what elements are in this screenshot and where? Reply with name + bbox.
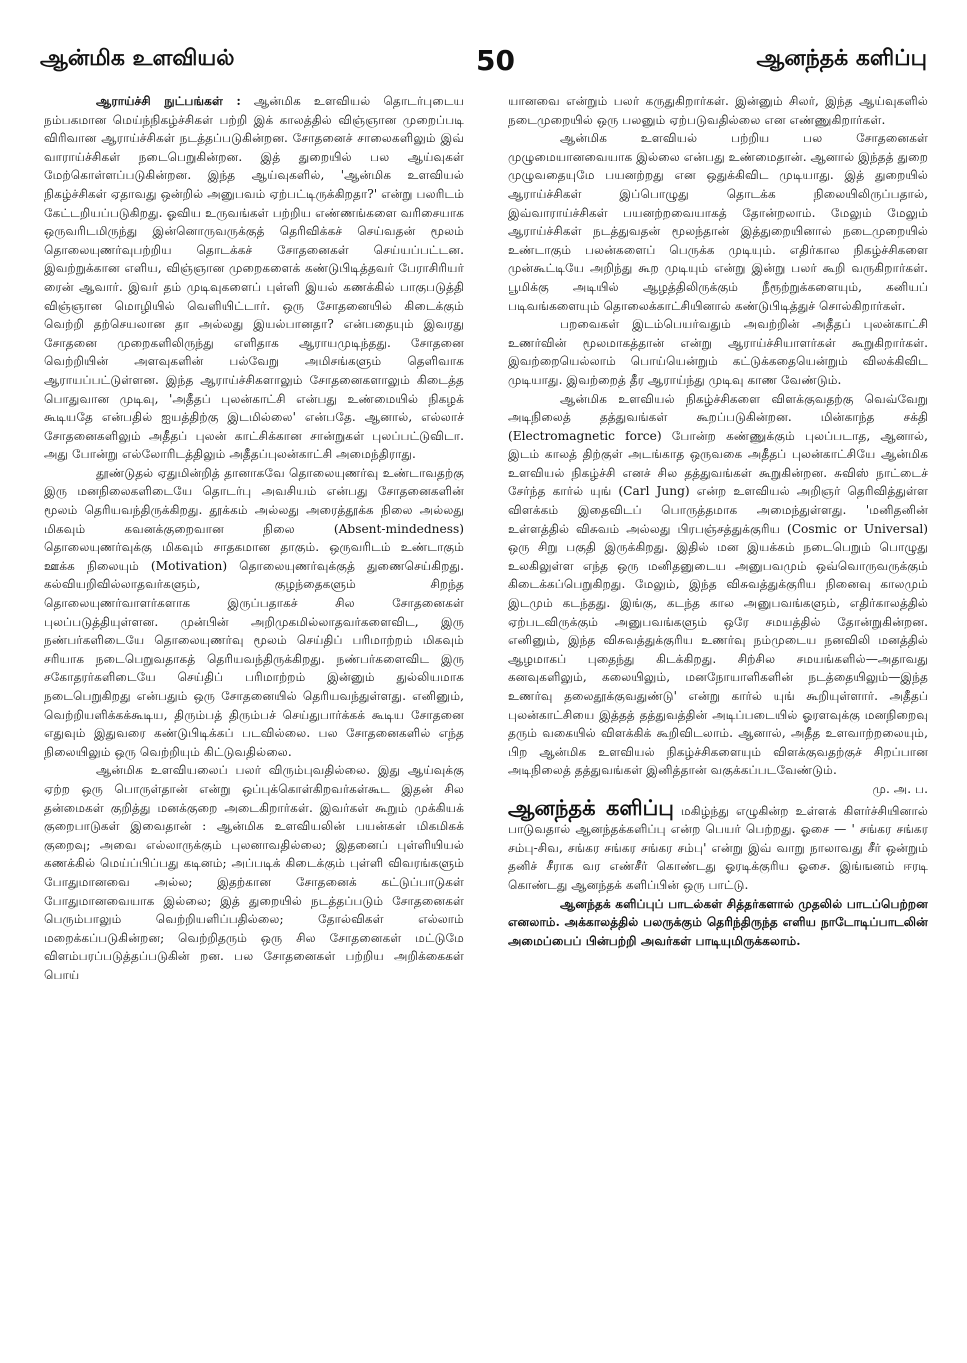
left-column: [44, 92, 464, 1342]
section-lead-heading: ஆராய்ச்சி நுட்பங்கள் :: [96, 94, 241, 108]
paragraph-siddhars: ஆனந்தக் களிப்புப் பாடல்கள் சித்தர்களால் முதலில் பாடப்பெற்றன எனலாம். அக்காலத்தில் பலருக்கும் தெரிந்திருந்த எளிய நாடோடிப்பாடலின் அமைப்பைப் பின்பற்றி அவர்கள் பாடியுமிருக்கலாம்.: [508, 896, 928, 948]
paragraph-continuation: யானவை என்றும் பலர் கருதுகிறார்கள். இன்னும் சிலர், இந்த ஆய்வுகளில் நடைமுறையில் ஒரு பலனும் ஏற்படுவதில்லை என எண்ணுகிறார்கள்.: [508, 94, 928, 127]
paragraph-text: ஆன்மிக உளவியல் தொடர்புடைய நம்பகமான மெய்ந்நிகழ்ச்சிகள் பற்றி இக் காலத்தில் விஞ்ஞான முறைப்படி விரிவான ஆராய்ச்சிகள் நடத்தப்படுகின்றன. சோதனைச் சாலைகளிலும் இவ் வாராய்ச்சிகள் நடைபெறுகின்றன. இத் துறையில் பல ஆய்வுகள் மேற்கொள்ளப்படுகின்றன. இந்த ஆய்வுகளில், 'ஆன்மிக உளவியல் நிகழ்ச்சிகள் ஏதாவது ஒன்றில் அனுபவம் ஏற்பட்டிருக்கிறதா?' என்று பலரிடம் கேட்டறியப்படுகிறது. ஓவிய உருவங்கள் பற்றிய எண்ணங்களை வரிசையாக ஒருவரிடமிருந்து இன்னொருவருக்குத் தெரிவிக்கச் செய்வதன் மூலம் தொலையுணர்வுபற்றிய தொடக்கச் சோதனைகள் செய்யப்பட்டன. இவற்றுக்கான எளிய, விஞ்ஞான முறைகளைக் கண்டுபிடித்தவர் பேராசிரியர் ரைன் ஆவார். இவர் தம் முடிவுகளைப் புள்ளி இயல் கணக்கில் பாகுபடுத்தி விஞ்ஞான மொழியில் வெளியிட்டார். ஒரு சோதனையில் கிடைக்கும் வெற்றி தற்செயலான தா அல்லது இயல்பானதா? என்பதையும் இவரது சோதனை முறைகளிலிருந்து எளிதாக ஆராயமுடிந்தது. சோதனை வெற்றியின் அளவுகளின் பல்வேறு அமிசங்களும் தெளிவாக ஆராயப்பட்டுள்ளன. இந்த ஆராய்ச்சிகளாலும் சோதனைகளாலும் கிடைத்த பொதுவான முடிவு, 'அதீதப் புலன்காட்சி என்பது உண்மையில் நிகழக் கூடியதே என்பதில் ஐயத்திற்கு இடமில்லை' என்பதே. ஆனால், எல்லாச் சோதனைகளிலும் அதீதப் புலன் காட்சிக்கான சான்றுகள் புலப்பட்டுவிடா. அது போன்று எல்லோரிடத்திலும் அதீதப்புலன்காட்சி அமைந்திராது.: [44, 94, 464, 462]
paragraph-theories: ஆன்மிக உளவியல் நிகழ்ச்சிகளை விளக்குவதற்கு வெவ்வேறு அடிநிலைத் தத்துவங்கள் கூறப்படுகின்றன. மின்காந்த சக்தி (Electromagnetic force) போன்ற கண்ணுக்கும் புலப்படாத, ஆனால், இடம் காலத் திற்குள் அடங்காத ஒருவகை அதீதப் புலன்காட்சியே ஆன்மிக உளவியல் நிகழ்ச்சி எனச் சில தத்துவங்கள் கூறுகின்றன. சுவிஸ் நாட்டைச் சேர்ந்த கார்ல் யுங் (Carl Jung) என்ற உளவியல் அறிஞர் தெரிவித்துள்ள விளக்கம் இதைவிடப் பொருத்தமாக அமைந்துள்ளது. 'மனிதனின் உள்ளத்தில் விசுவம் அல்லது பிரபஞ்சத்துக்குரிய (Cosmic or Universal) ஒரு சிறு பகுதி இருக்கிறது. இதில் மன இயக்கம் நடைபெறும் பொழுது உலகிலுள்ள எந்த ஒரு மனிதனுடைய அனுபவமும் ஒவ்வொருவருக்கும் கிடைக்கப்பெறுகிறது. மேலும், இந்த விசுவத்துக்குரிய நினைவு காலமும் இடமும் கடந்தது. இங்கு, கடந்த கால அனுபவங்களும், எதிர்காலத்தில் ஏற்படவிருக்கும் அனுபவங்களும் ஒரே சமயத்தில் தோன்றுகின்றன. எனினும், இந்த விசுவத்துக்குரிய உணர்வு நம்முடைய நனவிலி மனத்தில் ஆழமாகப் புதைந்து கிடக்கிறது. சிற்சில சமயங்களில்—அதாவது கனவுகளிலும், கலையிலும், மனநோயாளிகளின் நடத்தையிலும்—இந்த உணர்வு தலைதூக்குவதுண்டு' என்று கார்ல் யுங் கூறியுள்ளார். அதீதப் புலன்காட்சியை இத்தத் தத்துவத்தின் அடிப்படையில் ஓரளவுக்கு மனநிறைவு தரும் வகையில் விளக்கிக் கூறிவிடலாம். ஆனால், அதீத உளவாற்றலையும், பிற ஆன்மிக உளவியல் நிகழ்ச்சிகளையும் விளக்குவதற்குச் சிறப்பான அடிநிலைத் தத்துவங்கள் இனித்தான் வகுக்கப்படவேண்டும்.: [508, 391, 928, 778]
paragraph-stimulus: தூண்டுதல் ஏதுமின்றித் தானாகவே தொலையுணர்வு உண்டாவதற்கு இரு மனநிலைகளிடையே தொடர்பு அவசியம் என்பது சோதனைகளின் மூலம் தெரியவந்திருக்கிறது. தூக்கம் அல்லது அரைத்தூக்க நிலை அல்லது மிகவும் கவனக்குறைவான நிலை (Absent-mindedness) தொலையுணர்வுக்கு மிகவும் சாதகமான தாகும். ஒருவரிடம் உண்டாகும் ஊக்க நிலையும் (Motivation) தொலையுணர்வுக்குத் துணைசெய்கிறது. கல்வியறிவில்லாதவர்களும், குழந்தைகளும் சிறந்த தொலையுணர்வாளர்களாக இருப்பதாகச் சில சோதனைகள் புலப்படுத்தியுள்ளன. முன்பின் அறிமுகமில்லாதவர்களைவிட, இரு நண்பர்களிடையே தொலையுணர்வு மூலம் செய்திப் பரிமாற்றம் மிகவும் சரியாக நடைபெறுவதாகத் தெரியவந்திருக்கிறது. நண்பர்களைவிட இரு சகோதரர்களிடையே செய்திப் பரிமாற்றம் இன்னும் துல்லியமாக நடைபெறுகிறது என்பதும் ஒரு சோதனையில் தெரியவந்துள்ளது. எனினும், வெற்றியளிக்கக்கூடிய, திரும்பத் திரும்பச் செய்துபார்க்கக் கூடிய சோதனை எதுவும் இதுவரை கண்டுபிடிக்கப் படவில்லை. பல சோதனைகளில் எந்த நிலையிலும் ஒரு வெற்றியும் கிட்டுவதில்லை.: [44, 465, 464, 759]
encyclopedia-entry: [508, 795, 928, 895]
page-header: [40, 40, 927, 80]
right-column: [508, 92, 928, 1342]
entry-title: ஆனந்தக் களிப்பு: [508, 795, 674, 820]
paragraph-research-techniques: [44, 92, 464, 464]
paragraph-bird-migration: பறவைகள் இடம்பெயர்வதும் அவற்றின் அதீதப் புலன்காட்சி உணர்வின் மூலமாகத்தான் என்று ஆராய்ச்சியாளர்கள் கூறுகிறார்கள். இவற்றையெல்லாம் பொய்யென்றும் கட்டுக்கதையென்றும் விலக்கிவிட முடியாது. இவற்றைத் தீர ஆராய்ந்து முடிவு காண வேண்டும்.: [508, 317, 928, 387]
entry-text: மகிழ்ந்து எழுகின்ற உள்ளக் கிளர்ச்சியினால் பாடுவதால் ஆனந்தக்களிப்பு என்ற பெயர் பெற்றது. ஓசை — ' சங்கர சங்கர சம்பு-சிவ, சங்கர சங்கர சங்கர சம்பு' என்று இவ் வாறு நாலாவது சீர் ஒன்றும் தனிச் சீராக வர எண்சீர் கொண்டது ஓரடிக்குரிய ஓசை. இங்ஙனம் ஈரடி கொண்டது ஆனந்தக் களிப்பின் ஒரு பாட்டு.: [508, 803, 928, 892]
running-head-left: ஆன்மிக உளவியல்: [40, 46, 235, 71]
paragraph-incomplete-tests: ஆன்மிக உளவியல் பற்றிய பல சோதனைகள் முழுமையானவையாக இல்லை என்பது உண்மைதான். ஆனால் இந்தத் துறை முழுவதையுமே பயனற்றது என ஒதுக்கிவிட முடியாது. இத் துறையில் ஆராய்ச்சிகள் இப்பொழுது தொடக்க நிலையிலிருப்பதால், இவ்வாராய்ச்சிகள் பயனற்றவையாகத் தோன்றலாம். மேலும் மேலும் ஆராய்ச்சிகள் நடத்துவதன் மூலந்தான் இத்துறையினால் நடைமுறையில் உண்டாகும் பலன்களைப் பெருக்க முடியும். எதிர்கால நிகழ்ச்சிகளை முன்கூட்டியே அறிந்து கூற முடியும் என்று இன்று பலர் கூறி வருகிறார்கள். பூமிக்கு அடியில் ஆழத்திலிருக்கும் நீரூற்றுக்களையும், கனியப் படிவங்களையும் தொலைக்காட்சியினால் கண்டுபிடித்துச் சொல்கிறார்கள்.: [508, 131, 928, 313]
signature-text: மு. அ. ப.: [872, 781, 928, 796]
paragraph-criticism: ஆன்மிக உளவியலைப் பலர் விரும்புவதில்லை. இது ஆய்வுக்கு ஏற்ற ஒரு பொருள்தான் என்று ஒப்புக்கொள்கிறவர்கள்கூட இதன் சில தன்மைகள் குறித்து மனக்குறை அடைகிறார்கள். இவர்கள் கூறும் முக்கியக் குறைபாடுகள் இவைதான் : ஆன்மிக உளவியலின் பயன்கள் மிகமிகக் குறைவு; அவை எல்லாருக்கும் புலனாவதில்லை; இதனைப் புள்ளியியல் கணக்கில் மெய்ப்பிப்பது கடினம்; அப்படிக் கிடைக்கும் புள்ளி விவரங்களும் போதுமானவை அல்ல; இதற்கான சோதனைக் கட்டுப்பாடுகள் போதுமானவையாக இல்லை; இத் துறையில் நடத்தப்படும் சோதனைகள் பெரும்பாலும் வெற்றியளிப்பதில்லை; தோல்விகள் எல்லாம் மறைக்கப்படுகின்றன; வெற்றிதரும் ஒரு சில சோதனைகள் மட்டுமே விளம்பரப்படுத்தப்படுகின் றன. பல சோதனைகள் பற்றிய அறிக்கைகள் பொய்: [44, 763, 464, 982]
running-head-right: ஆனந்தக் களிப்பு: [756, 46, 927, 71]
page-number: 50: [476, 43, 515, 77]
